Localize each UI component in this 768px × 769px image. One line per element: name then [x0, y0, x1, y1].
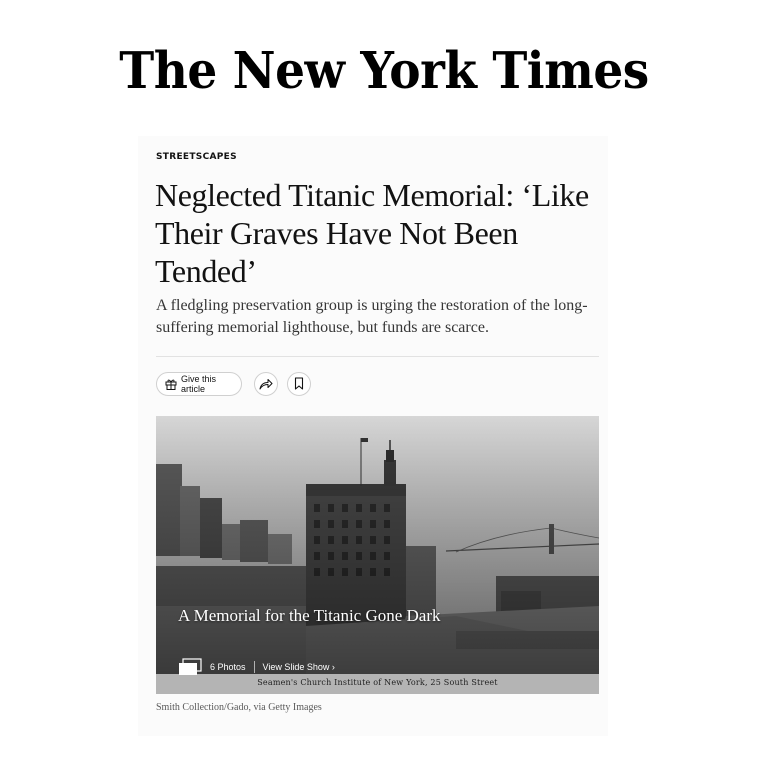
photo-stack-icon — [178, 658, 202, 676]
share-button[interactable] — [254, 372, 278, 396]
view-slideshow-link[interactable]: View Slide Show › — [262, 662, 335, 672]
historic-harbor-illustration — [156, 416, 599, 694]
slideshow-title[interactable]: A Memorial for the Titanic Gone Dark — [178, 606, 441, 625]
article-summary: A fledgling preservation group is urging the restoration of the long-suffering memorial lighthouse, but funds are scarce. — [156, 297, 588, 336]
divider — [156, 356, 599, 357]
section-kicker[interactable]: STREETSCAPES — [156, 152, 237, 162]
give-article-label: Give this article — [181, 374, 217, 394]
photo-count: 6 Photos — [210, 662, 246, 672]
slideshow-meta — [178, 658, 335, 676]
slideshow-photo[interactable] — [156, 416, 599, 694]
meta-separator — [254, 661, 255, 673]
photo-credit: Smith Collection/Gado, via Getty Images — [156, 702, 322, 713]
masthead-logo[interactable]: The New York Times — [119, 41, 649, 102]
article-headline: Neglected Titanic Memorial: ‘Like Their Graves Have Not Been Tended’ — [155, 177, 589, 289]
share-icon — [259, 375, 273, 394]
give-article-button[interactable] — [156, 372, 242, 396]
photo-inscription: Seamen's Church Institute of New York, 25 South Street — [257, 678, 498, 687]
gift-icon — [165, 378, 177, 390]
bookmark-icon — [294, 375, 304, 394]
save-button[interactable] — [287, 372, 311, 396]
